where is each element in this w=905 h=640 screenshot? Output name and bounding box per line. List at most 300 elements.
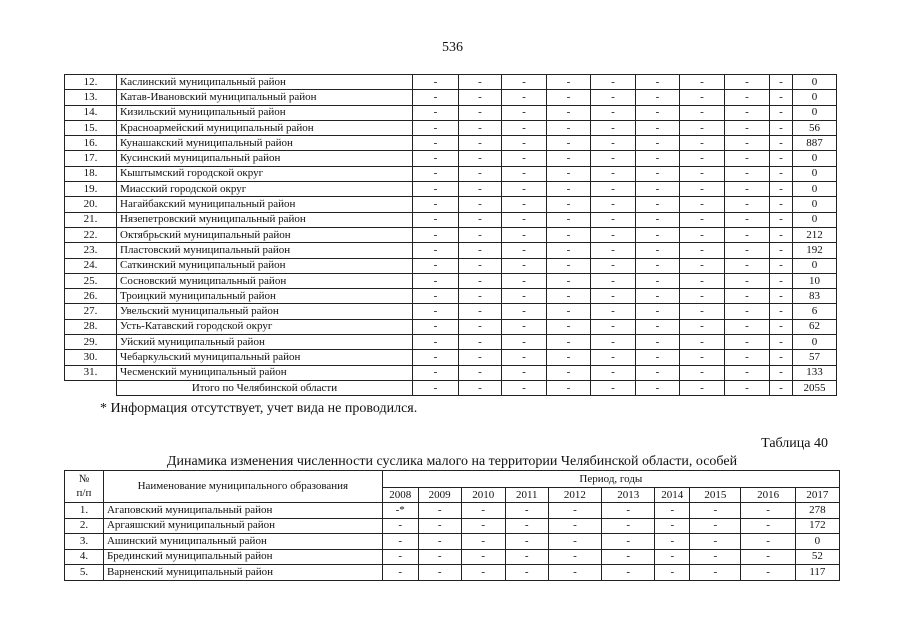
dash-cell: - (459, 350, 502, 365)
dash-cell: - (770, 258, 793, 273)
value-2017: 0 (793, 335, 837, 350)
dash-cell: - (655, 549, 690, 565)
value-2017: 0 (793, 182, 837, 197)
dash-cell: - (770, 380, 793, 395)
municipality-name: Аргаяшский муниципальный район (103, 518, 382, 534)
dash-cell: - (547, 105, 591, 120)
dash-cell: - (680, 243, 725, 258)
dash-cell: - (636, 90, 680, 105)
table-row (65, 227, 837, 242)
dash-cell: - (591, 166, 636, 181)
dash-cell: - (655, 534, 690, 550)
dash-cell: - (725, 136, 770, 151)
table-row (65, 565, 840, 581)
dash-cell: - (548, 549, 601, 565)
total-label: Итого по Челябинской области (117, 380, 413, 395)
dash-cell: - (725, 182, 770, 197)
dash-cell: - (382, 565, 418, 581)
dash-cell: - (413, 350, 459, 365)
dash-cell: - (680, 227, 725, 242)
dash-cell: - (725, 120, 770, 135)
dash-cell: - (591, 75, 636, 90)
dash-cell: - (547, 197, 591, 212)
dash-cell: - (547, 75, 591, 90)
dash-cell: - (413, 90, 459, 105)
municipality-name: Чесменский муниципальный район (117, 365, 413, 380)
dash-cell: - (413, 258, 459, 273)
dash-cell: - (741, 549, 795, 565)
municipality-name: Троицкий муниципальный район (117, 289, 413, 304)
dash-cell: - (502, 182, 547, 197)
dash-cell: - (591, 227, 636, 242)
dash-cell: - (680, 289, 725, 304)
dash-cell: - (547, 350, 591, 365)
dash-cell: - (725, 212, 770, 227)
dash-cell: - (418, 503, 461, 519)
dash-cell: - (459, 182, 502, 197)
municipality-name: Увельский муниципальный район (117, 304, 413, 319)
dash-cell: - (459, 258, 502, 273)
dash-cell: - (382, 534, 418, 550)
dash-cell: - (505, 503, 548, 519)
table-40-body (65, 503, 840, 581)
municipality-name: Нязепетровский муниципальный район (117, 212, 413, 227)
dash-cell: - (680, 304, 725, 319)
value-2017: 0 (793, 151, 837, 166)
value-2017: 278 (795, 503, 839, 519)
dash-cell: - (547, 136, 591, 151)
dash-cell: - (770, 335, 793, 350)
dash-cell: - (591, 90, 636, 105)
row-number: 15. (65, 120, 117, 135)
dash-cell: - (459, 75, 502, 90)
dash-cell: - (547, 365, 591, 380)
dash-cell: - (413, 273, 459, 288)
dash-cell: - (591, 380, 636, 395)
row-number: 13. (65, 90, 117, 105)
dash-cell: - (690, 503, 741, 519)
dash-cell: - (770, 243, 793, 258)
value-2017: 133 (793, 365, 837, 380)
dash-cell: - (725, 151, 770, 166)
dash-cell: - (636, 182, 680, 197)
dash-cell: - (418, 518, 461, 534)
dash-cell: - (591, 335, 636, 350)
value-2017: 0 (793, 90, 837, 105)
dash-cell: - (502, 289, 547, 304)
dash-cell: - (591, 212, 636, 227)
table-row (65, 258, 837, 273)
dash-cell: - (502, 335, 547, 350)
dash-cell: - (770, 319, 793, 334)
table-row (65, 90, 837, 105)
dash-cell: - (680, 258, 725, 273)
dash-cell: - (636, 273, 680, 288)
dash-cell: - (459, 335, 502, 350)
dash-cell: - (725, 258, 770, 273)
dash-cell: - (636, 151, 680, 166)
dash-cell: - (725, 197, 770, 212)
dash-cell: - (725, 75, 770, 90)
dash-cell: -* (382, 503, 418, 519)
dash-cell: - (502, 166, 547, 181)
dash-cell: - (591, 136, 636, 151)
table-row (65, 273, 837, 288)
dash-cell: - (591, 120, 636, 135)
value-2017: 0 (793, 212, 837, 227)
year-header: 2014 (655, 488, 690, 503)
dash-cell: - (413, 166, 459, 181)
dash-cell: - (418, 549, 461, 565)
value-2017: 0 (793, 75, 837, 90)
dash-cell: - (418, 534, 461, 550)
row-number: 5. (65, 565, 104, 581)
row-number: 25. (65, 273, 117, 288)
year-header: 2009 (418, 488, 461, 503)
dash-cell: - (591, 304, 636, 319)
dash-cell: - (547, 304, 591, 319)
municipality-name: Саткинский муниципальный район (117, 258, 413, 273)
dash-cell: - (461, 549, 505, 565)
table-40-header-row (65, 471, 840, 488)
total-row (65, 380, 837, 395)
dash-cell: - (770, 105, 793, 120)
dash-cell: - (547, 120, 591, 135)
header-name: Наименование муниципального образования (103, 471, 382, 503)
year-header: 2016 (741, 488, 795, 503)
dash-cell: - (591, 319, 636, 334)
dash-cell: - (413, 182, 459, 197)
dash-cell: - (459, 319, 502, 334)
dash-cell: - (636, 258, 680, 273)
dash-cell: - (505, 549, 548, 565)
dash-cell: - (413, 289, 459, 304)
dash-cell: - (548, 534, 601, 550)
year-header: 2017 (795, 488, 839, 503)
dash-cell: - (741, 518, 795, 534)
dash-cell: - (459, 380, 502, 395)
year-header: 2008 (382, 488, 418, 503)
year-header: 2013 (602, 488, 655, 503)
row-number: 19. (65, 182, 117, 197)
value-2017: 212 (793, 227, 837, 242)
dash-cell: - (547, 258, 591, 273)
dash-cell: - (418, 565, 461, 581)
table-row (65, 212, 837, 227)
table-row (65, 75, 837, 90)
table-row (65, 365, 837, 380)
dash-cell: - (502, 304, 547, 319)
dash-cell: - (770, 197, 793, 212)
dash-cell: - (636, 136, 680, 151)
dash-cell: - (725, 243, 770, 258)
dash-cell: - (591, 197, 636, 212)
dash-cell: - (547, 212, 591, 227)
dash-cell: - (725, 304, 770, 319)
dash-cell: - (547, 380, 591, 395)
dash-cell: - (741, 565, 795, 581)
dash-cell: - (725, 273, 770, 288)
dash-cell: - (502, 75, 547, 90)
dash-cell: - (591, 105, 636, 120)
dash-cell: - (725, 289, 770, 304)
dash-cell: - (725, 319, 770, 334)
dash-cell: - (690, 518, 741, 534)
value-2017: 0 (793, 258, 837, 273)
dash-cell: - (505, 518, 548, 534)
dash-cell: - (636, 304, 680, 319)
dash-cell: - (547, 151, 591, 166)
dash-cell: - (413, 212, 459, 227)
dash-cell: - (413, 380, 459, 395)
dash-cell: - (770, 365, 793, 380)
value-2017: 117 (795, 565, 839, 581)
dash-cell: - (459, 151, 502, 166)
dash-cell: - (680, 350, 725, 365)
value-2017: 10 (793, 273, 837, 288)
dash-cell: - (602, 518, 655, 534)
dash-cell: - (680, 319, 725, 334)
row-number: 14. (65, 105, 117, 120)
dash-cell: - (505, 565, 548, 581)
dash-cell: - (459, 136, 502, 151)
value-2017: 57 (793, 350, 837, 365)
dash-cell: - (459, 90, 502, 105)
dash-cell: - (459, 243, 502, 258)
municipality-name: Октябрьский муниципальный район (117, 227, 413, 242)
dash-cell: - (505, 534, 548, 550)
dash-cell: - (459, 197, 502, 212)
municipality-name: Нагайбакский муниципальный район (117, 197, 413, 212)
dash-cell: - (502, 380, 547, 395)
table-row (65, 518, 840, 534)
municipality-name: Миасский городской округ (117, 182, 413, 197)
dash-cell: - (382, 549, 418, 565)
dash-cell: - (413, 151, 459, 166)
dash-cell: - (636, 212, 680, 227)
dash-cell: - (502, 197, 547, 212)
dash-cell: - (725, 166, 770, 181)
header-period: Период, годы (382, 471, 839, 488)
dash-cell: - (741, 503, 795, 519)
value-2017: 0 (793, 105, 837, 120)
dash-cell: - (680, 75, 725, 90)
dash-cell: - (413, 227, 459, 242)
row-number: 21. (65, 212, 117, 227)
table-row (65, 289, 837, 304)
dash-cell: - (680, 120, 725, 135)
dash-cell: - (502, 227, 547, 242)
municipality-name: Варненский муниципальный район (103, 565, 382, 581)
value-2017: 6 (793, 304, 837, 319)
dash-cell: - (636, 75, 680, 90)
year-header: 2010 (461, 488, 505, 503)
dash-cell: - (591, 182, 636, 197)
dash-cell: - (770, 182, 793, 197)
row-number: 4. (65, 549, 104, 565)
table-row (65, 335, 837, 350)
dash-cell: - (502, 243, 547, 258)
dash-cell: - (591, 243, 636, 258)
dash-cell: - (413, 365, 459, 380)
municipality-name: Уйский муниципальный район (117, 335, 413, 350)
municipality-name: Кизильский муниципальный район (117, 105, 413, 120)
dash-cell: - (636, 105, 680, 120)
row-number: 16. (65, 136, 117, 151)
dash-cell: - (770, 151, 793, 166)
dash-cell: - (502, 105, 547, 120)
row-number: 18. (65, 166, 117, 181)
dash-cell: - (413, 197, 459, 212)
dash-cell: - (602, 534, 655, 550)
dash-cell: - (502, 90, 547, 105)
dash-cell: - (548, 565, 601, 581)
dash-cell: - (636, 120, 680, 135)
table-39-body (65, 75, 837, 396)
dash-cell: - (548, 503, 601, 519)
dash-cell: - (680, 151, 725, 166)
dash-cell: - (770, 136, 793, 151)
dash-cell: - (770, 350, 793, 365)
table-40-title: Динамика изменения численности суслика малого на территории Челябинской области, особей (166, 454, 738, 469)
dash-cell: - (413, 75, 459, 90)
dash-cell: - (461, 503, 505, 519)
dash-cell: - (382, 518, 418, 534)
dash-cell: - (680, 335, 725, 350)
dash-cell: - (725, 90, 770, 105)
dash-cell: - (770, 273, 793, 288)
dash-cell: - (770, 75, 793, 90)
table-row (65, 304, 837, 319)
dash-cell: - (413, 319, 459, 334)
row-number: 20. (65, 197, 117, 212)
table-row (65, 105, 837, 120)
dash-cell: - (459, 212, 502, 227)
table-row (65, 182, 837, 197)
dash-cell: - (413, 120, 459, 135)
dash-cell: - (725, 350, 770, 365)
dash-cell: - (655, 518, 690, 534)
dash-cell: - (413, 335, 459, 350)
dash-cell: - (591, 151, 636, 166)
dash-cell: - (459, 273, 502, 288)
value-2017: 887 (793, 136, 837, 151)
dash-cell: - (459, 289, 502, 304)
dash-cell: - (680, 136, 725, 151)
dash-cell: - (725, 335, 770, 350)
dash-cell: - (413, 105, 459, 120)
dash-cell: - (547, 166, 591, 181)
dash-cell: - (770, 120, 793, 135)
value-2017: 56 (793, 120, 837, 135)
dash-cell: - (636, 319, 680, 334)
dash-cell: - (636, 289, 680, 304)
row-number: 12. (65, 75, 117, 90)
dash-cell: - (547, 243, 591, 258)
total-value-2017: 2055 (793, 380, 837, 395)
dash-cell: - (547, 90, 591, 105)
municipality-name: Агаповский муниципальный район (103, 503, 382, 519)
table-row (65, 350, 837, 365)
dash-cell: - (655, 565, 690, 581)
dash-cell: - (413, 243, 459, 258)
dash-cell: - (725, 365, 770, 380)
row-number: 28. (65, 319, 117, 334)
dash-cell: - (680, 365, 725, 380)
dash-cell: - (725, 105, 770, 120)
row-number: 31. (65, 365, 117, 380)
dash-cell: - (591, 350, 636, 365)
municipality-name: Ашинский муниципальный район (103, 534, 382, 550)
municipality-name: Красноармейский муниципальный район (117, 120, 413, 135)
row-number: 17. (65, 151, 117, 166)
dash-cell: - (459, 227, 502, 242)
dash-cell: - (591, 289, 636, 304)
table-row (65, 151, 837, 166)
row-number: 23. (65, 243, 117, 258)
value-2017: 172 (795, 518, 839, 534)
dash-cell: - (741, 534, 795, 550)
row-number: 27. (65, 304, 117, 319)
dash-cell: - (680, 182, 725, 197)
dash-cell: - (548, 518, 601, 534)
table-39 (64, 74, 837, 396)
dash-cell: - (591, 258, 636, 273)
table-row (65, 534, 840, 550)
dash-cell: - (770, 289, 793, 304)
dash-cell: - (502, 151, 547, 166)
table-row (65, 197, 837, 212)
dash-cell: - (636, 365, 680, 380)
dash-cell: - (636, 197, 680, 212)
dash-cell: - (461, 565, 505, 581)
dash-cell: - (680, 380, 725, 395)
dash-cell: - (547, 273, 591, 288)
year-header: 2011 (505, 488, 548, 503)
municipality-name: Катав-Ивановский муниципальный район (117, 90, 413, 105)
dash-cell: - (459, 105, 502, 120)
municipality-name: Брединский муниципальный район (103, 549, 382, 565)
dash-cell: - (770, 304, 793, 319)
value-2017: 0 (795, 534, 839, 550)
dash-cell: - (459, 166, 502, 181)
municipality-name: Сосновский муниципальный район (117, 273, 413, 288)
dash-cell: - (547, 227, 591, 242)
dash-cell: - (547, 319, 591, 334)
dash-cell: - (591, 273, 636, 288)
value-2017: 0 (793, 197, 837, 212)
municipality-name: Усть-Катавский городской округ (117, 319, 413, 334)
row-number: 26. (65, 289, 117, 304)
table-row (65, 503, 840, 519)
dash-cell: - (636, 350, 680, 365)
row-number: 29. (65, 335, 117, 350)
dash-cell: - (636, 227, 680, 242)
dash-cell: - (680, 105, 725, 120)
header-num (65, 471, 104, 503)
dash-cell: - (602, 549, 655, 565)
dash-cell: - (459, 304, 502, 319)
dash-cell: - (636, 380, 680, 395)
dash-cell: - (680, 212, 725, 227)
table-row (65, 243, 837, 258)
total-blank (65, 380, 117, 395)
dash-cell: - (770, 212, 793, 227)
dash-cell: - (547, 289, 591, 304)
dash-cell: - (502, 365, 547, 380)
table-row (65, 136, 837, 151)
dash-cell: - (680, 273, 725, 288)
